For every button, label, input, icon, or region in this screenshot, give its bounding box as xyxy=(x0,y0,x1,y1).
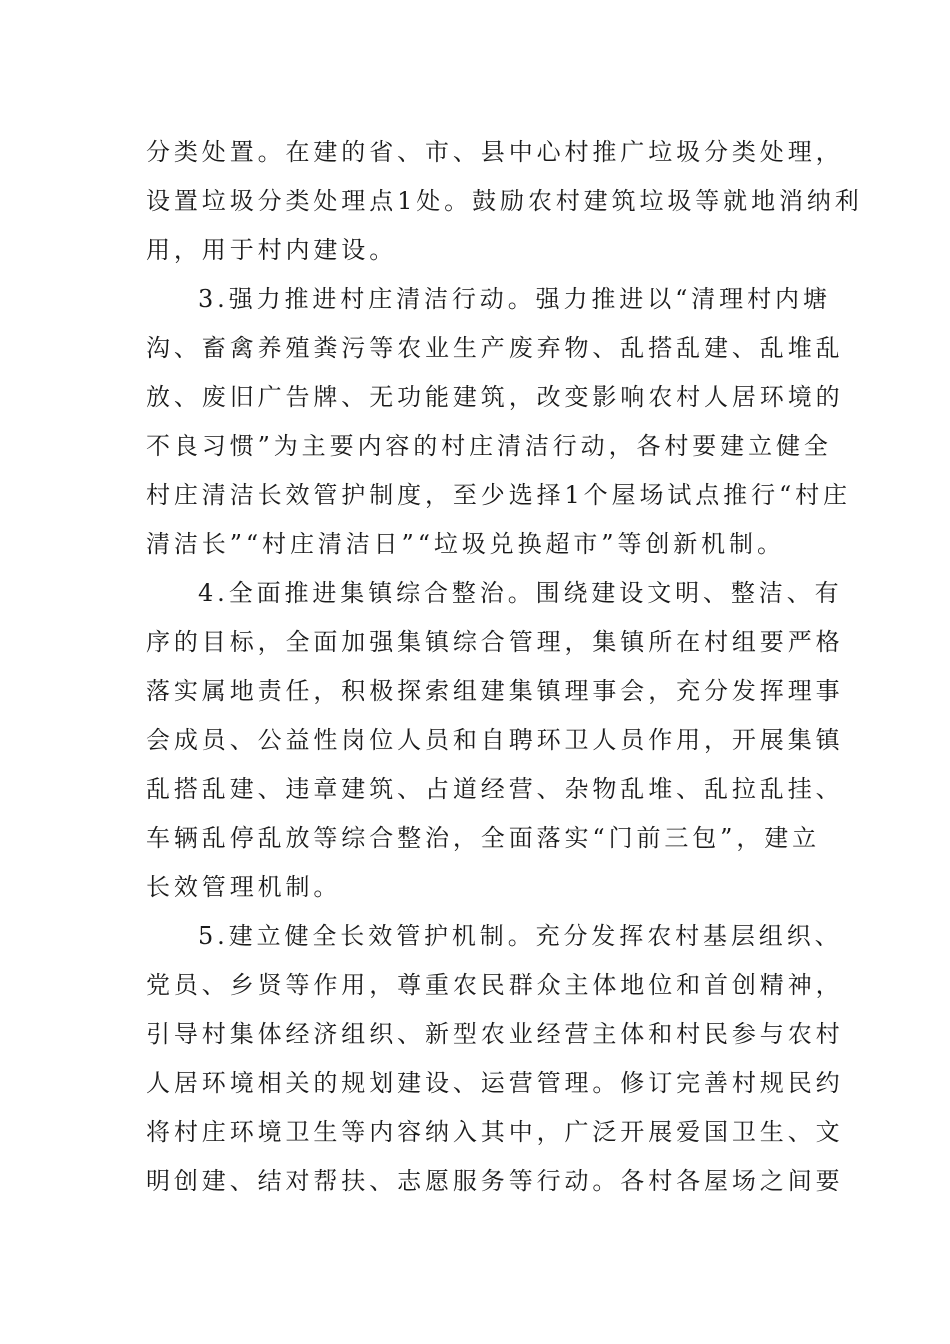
text-line: 乱搭乱建、违章建筑、占道经营、杂物乱堆、乱拉乱挂、 xyxy=(146,775,844,803)
text-line: 村庄清洁长效管护制度，至少选择1个屋场试点推行“村庄 xyxy=(146,481,851,509)
text-line: 放、废旧广告牌、无功能建筑，改变影响农村人居环境的 xyxy=(146,383,844,411)
text-line: 车辆乱停乱放等综合整治，全面落实“门前三包”，建立 xyxy=(146,824,821,852)
text-line: 不良习惯”为主要内容的村庄清洁行动，各村要建立健全 xyxy=(146,432,832,460)
text-line: 3.强力推进村庄清洁行动。强力推进以“清理村内塘 xyxy=(198,285,831,313)
text-line: 5.建立健全长效管护机制。充分发挥农村基层组织、 xyxy=(198,922,843,950)
text-line: 明创建、结对帮扶、志愿服务等行动。各村各屋场之间要 xyxy=(146,1167,844,1195)
text-line: 引导村集体经济组织、新型农业经营主体和村民参与农村 xyxy=(146,1020,844,1048)
text-line: 4.全面推进集镇综合整治。围绕建设文明、整洁、有 xyxy=(198,579,843,607)
text-line: 清洁长”“村庄清洁日”“垃圾兑换超市”等创新机制。 xyxy=(146,530,785,558)
text-line: 落实属地责任，积极探索组建集镇理事会，充分发挥理事 xyxy=(146,677,844,705)
text-line: 党员、乡贤等作用，尊重农民群众主体地位和首创精神， xyxy=(146,971,844,999)
text-line: 将村庄环境卫生等内容纳入其中，广泛开展爱国卫生、文 xyxy=(146,1118,844,1146)
text-line: 设置垃圾分类处理点1处。鼓励农村建筑垃圾等就地消纳利 xyxy=(146,187,863,215)
document-body xyxy=(146,128,863,1206)
text-line: 会成员、公益性岗位人员和自聘环卫人员作用，开展集镇 xyxy=(146,726,844,754)
text-line: 序的目标，全面加强集镇综合管理，集镇所在村组要严格 xyxy=(146,628,844,656)
text-line: 人居环境相关的规划建设、运营管理。修订完善村规民约 xyxy=(146,1069,844,1097)
text-line: 沟、畜禽养殖粪污等农业生产废弃物、乱搭乱建、乱堆乱 xyxy=(146,334,844,362)
text-line: 用，用于村内建设。 xyxy=(146,236,398,264)
text-line: 分类处置。在建的省、市、县中心村推广垃圾分类处理， xyxy=(146,138,844,166)
text-line: 长效管理机制。 xyxy=(146,873,342,901)
